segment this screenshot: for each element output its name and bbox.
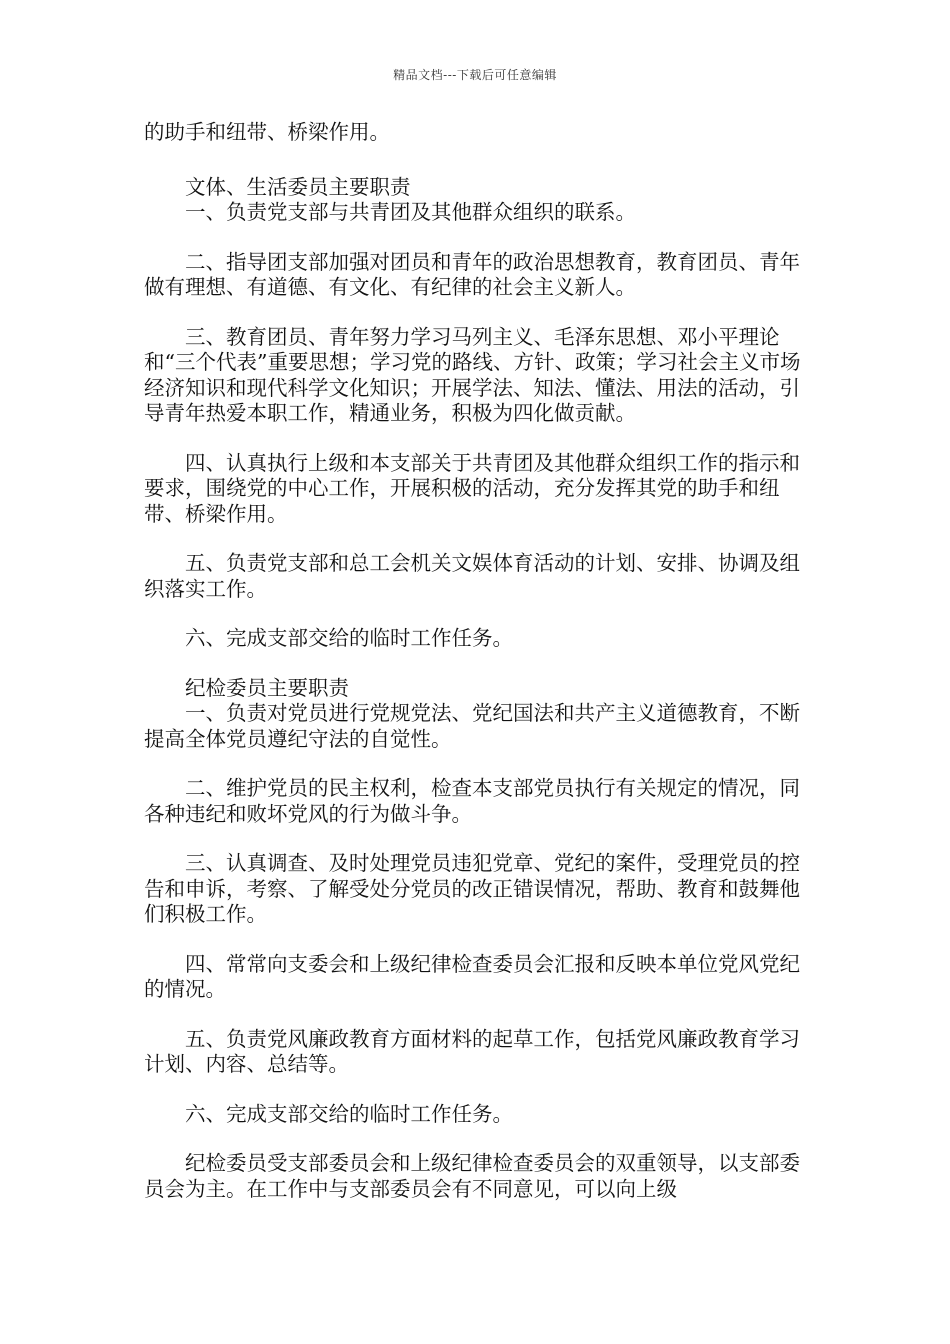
page-header: 精品文档---下载后可任意编辑: [393, 68, 557, 82]
paragraph: 二、维护党员的民主权利，检查本支部党员执行有关规定的情况，同各种违纪和败坏党风的行为做斗争。: [144, 776, 800, 826]
paragraph: 一、负责党支部与共青团及其他群众组织的联系。: [185, 200, 636, 224]
paragraph: 六、完成支部交给的临时工作任务。: [185, 626, 513, 650]
paragraph: 文体、生活委员主要职责: [185, 174, 411, 199]
paragraph: 五、负责党支部和总工会机关文娱体育活动的计划、安排、协调及组织落实工作。: [144, 551, 800, 601]
paragraph: 的助手和纽带、桥梁作用。: [144, 120, 390, 144]
document-body: [144, 120, 812, 1202]
paragraph: 五、负责党风廉政教育方面材料的起草工作，包括党风廉政教育学习计划、内容、总结等。: [144, 1026, 800, 1076]
paragraph: 四、常常向支委会和上级纪律检查委员会汇报和反映本单位党风党纪的情况。: [144, 951, 800, 1001]
paragraph: 六、完成支部交给的临时工作任务。: [185, 1101, 513, 1126]
paragraph: 三、认真调查、及时处理党员违犯党章、党纪的案件，受理党员的控告和申诉，考察、了解受处分党员的改正错误情况，帮助、教育和鼓舞他们积极工作。: [144, 851, 800, 926]
paragraph: 一、负责对党员进行党规党法、党纪国法和共产主义道德教育，不断提高全体党员遵纪守法的自觉性。: [144, 701, 800, 751]
paragraph: 二、指导团支部加强对团员和青年的政治思想教育，教育团员、青年做有理想、有道德、有文化、有纪律的社会主义新人。: [144, 249, 800, 299]
paragraph: 三、教育团员、青年努力学习马列主义、毛泽东思想、邓小平理论和“三个代表”重要思想；学习党的路线、方针、政策；学习社会主义市场经济知识和现代科学文化知识；开展学法、知法、懂法、用法的活动，引导青年热爱本职工作，精通业务，积极为四化做贡献。: [144, 324, 801, 425]
paragraph: 纪检委员受支部委员会和上级纪律检查委员会的双重领导，以支部委员会为主。在工作中与支部委员会有不同意见，可以向上级: [144, 1151, 800, 1201]
paragraph: 四、认真执行上级和本支部关于共青团及其他群众组织工作的指示和要求，围绕党的中心工作，开展积极的活动，充分发挥其党的助手和纽带、桥梁作用。: [144, 450, 800, 526]
paragraph: 纪检委员主要职责: [185, 675, 349, 700]
